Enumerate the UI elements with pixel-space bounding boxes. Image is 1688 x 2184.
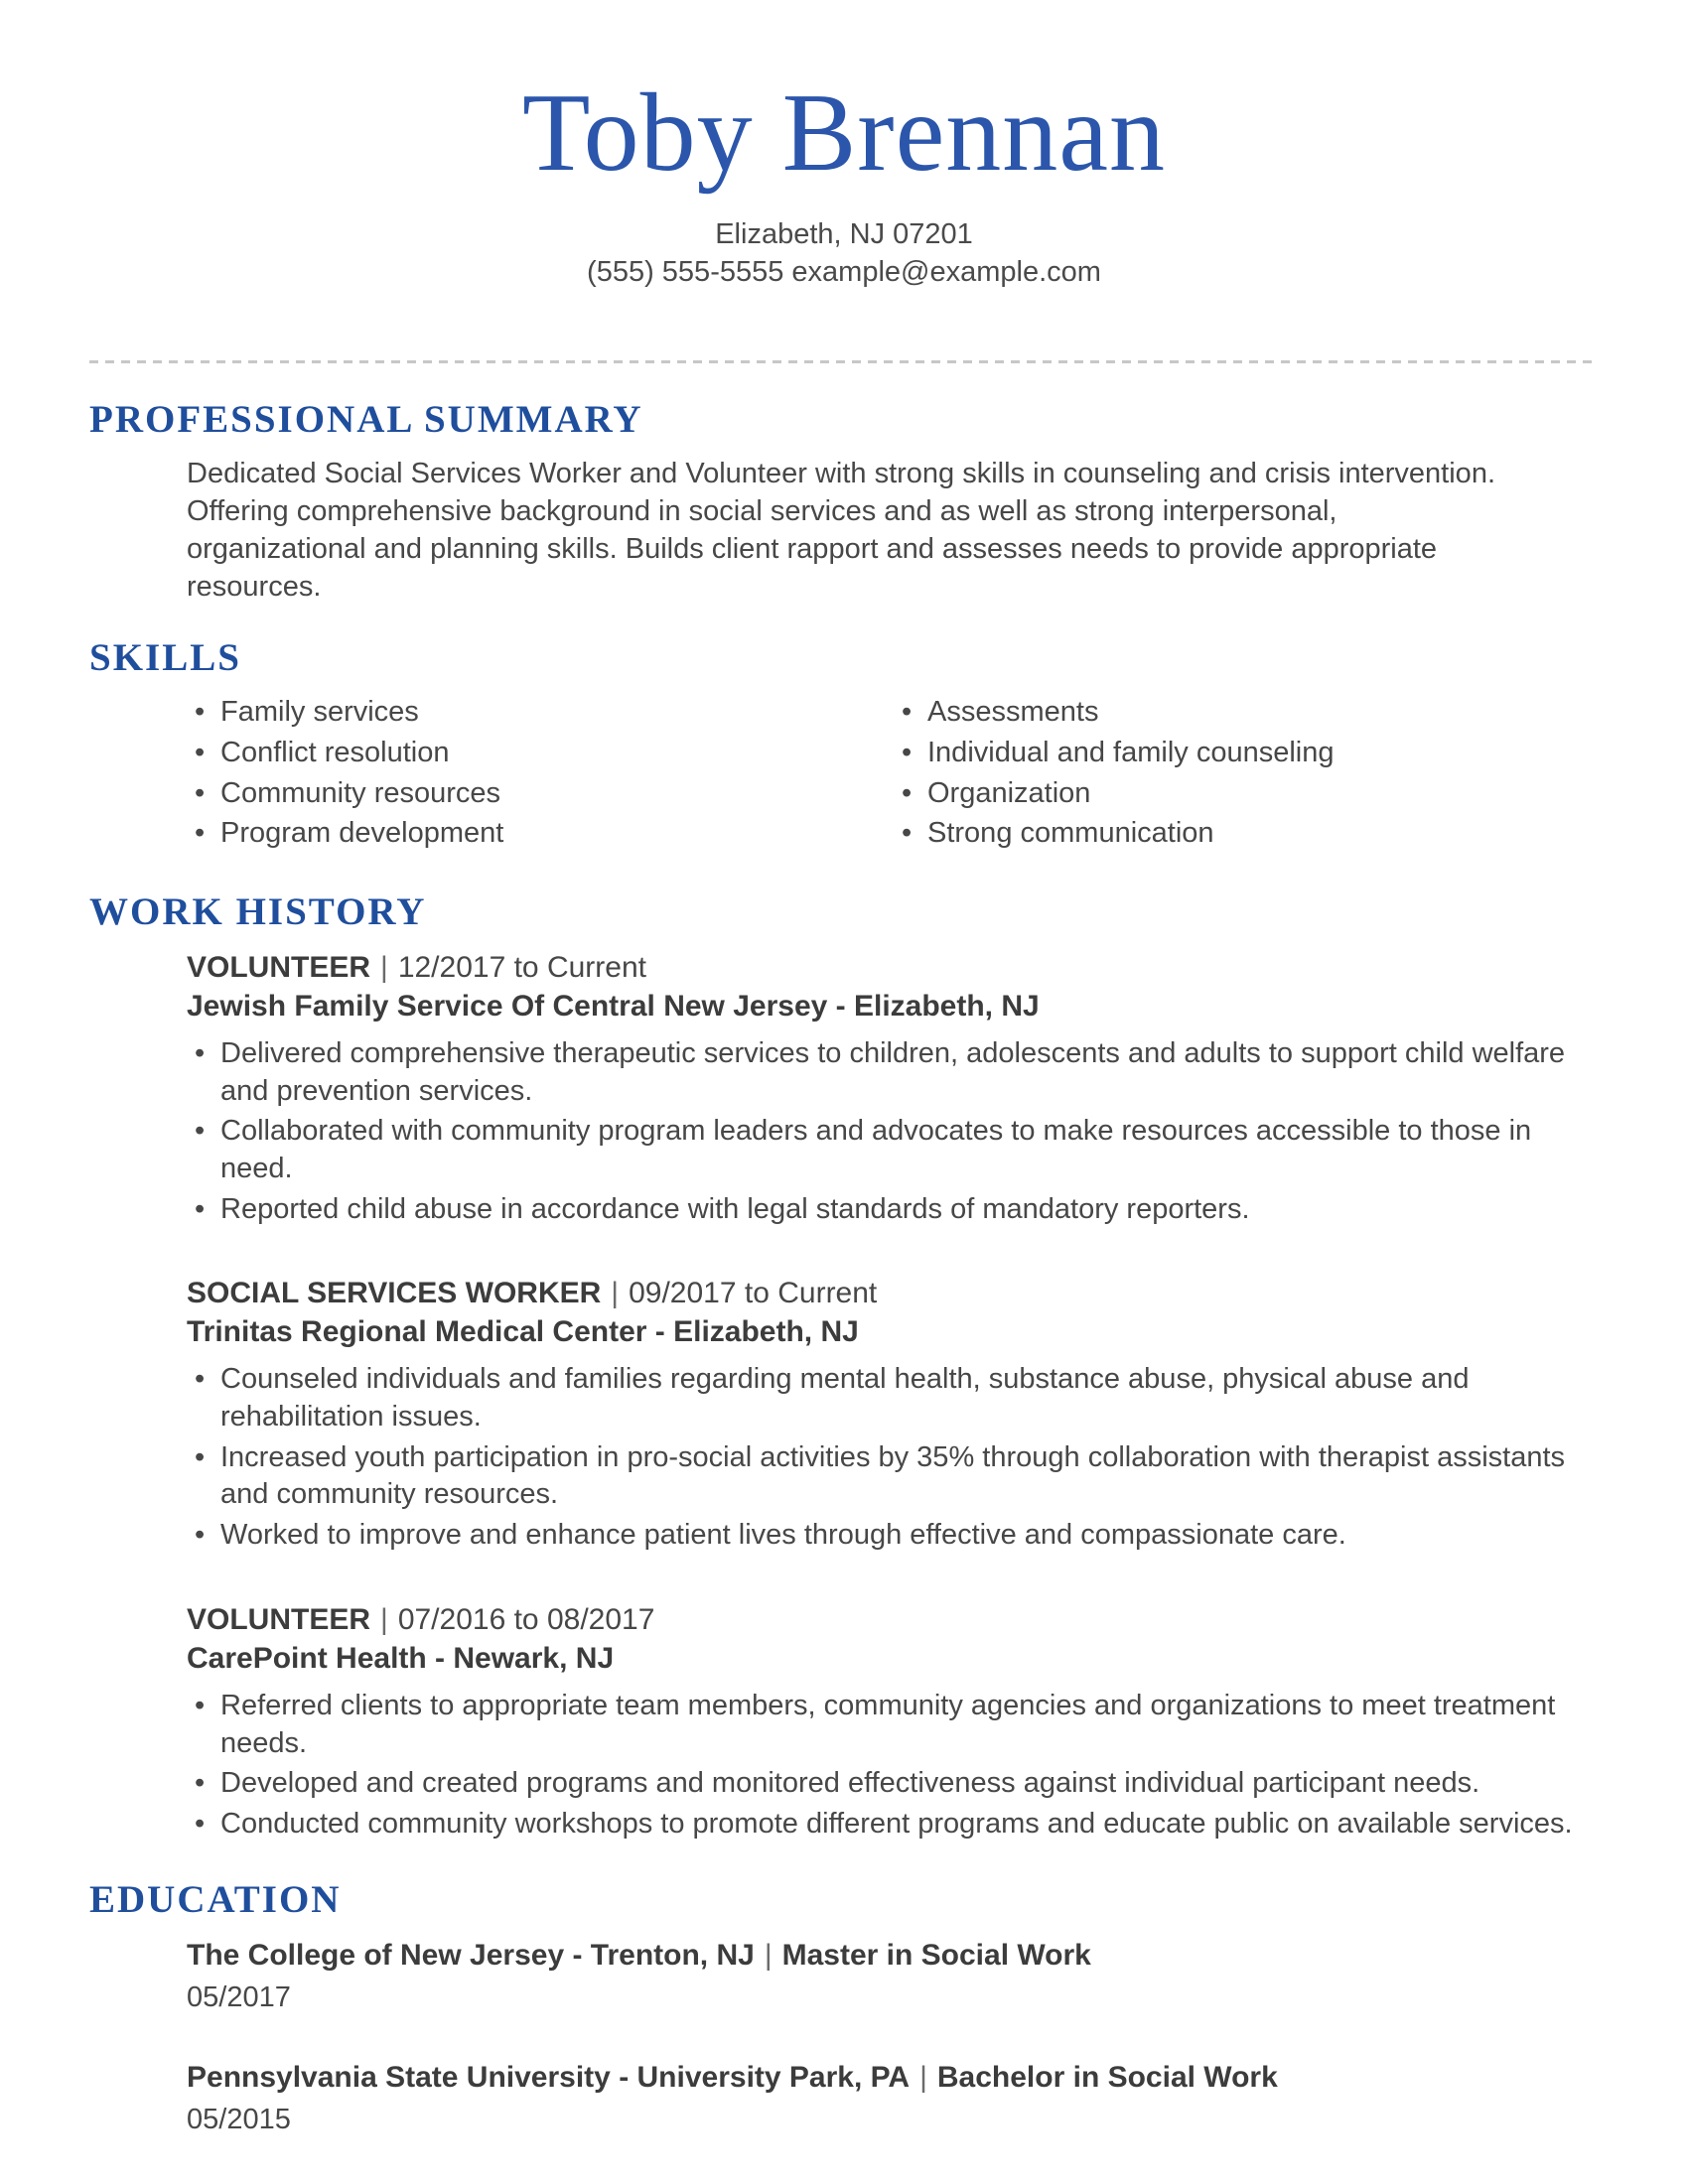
- degree-name: Bachelor in Social Work: [936, 2061, 1278, 2095]
- work-history-heading: WORK HISTORY: [89, 889, 427, 933]
- section-professional-summary: [89, 397, 1599, 606]
- job-dates: 12/2017 to Current: [397, 950, 646, 984]
- job-dates: 09/2017 to Current: [629, 1277, 878, 1310]
- skill-item: • Individual and family counseling: [894, 735, 1334, 772]
- school-name: Pennsylvania State University - University Park, PA: [187, 2061, 911, 2095]
- dashed-divider: [89, 360, 1599, 363]
- education-heading: EDUCATION: [89, 1877, 342, 1921]
- job-bullet-list: [187, 1035, 1599, 1228]
- skill-item: • Strong communication: [894, 815, 1334, 853]
- education-entry: [187, 2058, 1599, 2139]
- graduation-date: 05/2017: [187, 1980, 291, 2013]
- education-line: [187, 2058, 1599, 2097]
- skills-list-right: [894, 694, 1334, 856]
- resume-header: [89, 73, 1599, 291]
- skill-item: • Family services: [187, 694, 894, 732]
- summary-text: Dedicated Social Services Worker and Volunteer with strong skills in counseling and crisis intervention. Offering comprehensive background in social services and as well as strong interpersonal, organizational and planning skills. Builds client rapport and assesses needs to provide appropriate resources.: [187, 458, 1495, 603]
- separator: |: [380, 950, 388, 984]
- job-title: VOLUNTEER: [187, 1602, 371, 1636]
- job-bullet: • Reported child abuse in accordance with legal standards of mandatory reporters.: [187, 1191, 1599, 1229]
- separator: |: [764, 1938, 773, 1972]
- job-entry: [187, 1600, 1599, 1843]
- job-entry: [187, 1274, 1599, 1554]
- skill-item: • Community resources: [187, 775, 894, 813]
- job-title-line: [187, 948, 1599, 987]
- job-bullet: • Delivered comprehensive therapeutic services to children, adolescents and adults to support child welfare and prevention services.: [187, 1035, 1599, 1110]
- school-name: The College of New Jersey - Trenton, NJ: [187, 1938, 755, 1972]
- location-line: Elizabeth, NJ 07201: [715, 217, 973, 250]
- job-entry: [187, 948, 1599, 1228]
- skills-heading: SKILLS: [89, 636, 241, 680]
- job-dates: 07/2016 to 08/2017: [397, 1602, 655, 1636]
- separator: |: [919, 2061, 927, 2095]
- job-bullet-list: [187, 1361, 1599, 1554]
- job-company: Trinitas Regional Medical Center - Elizabeth, NJ: [187, 1315, 859, 1349]
- job-bullet: • Increased youth participation in pro-social activities by 35% through collaboration with therapist assistants and community resources.: [187, 1439, 1599, 1514]
- contact-block: [89, 215, 1599, 292]
- skill-item: • Program development: [187, 815, 894, 853]
- job-title: SOCIAL SERVICES WORKER: [187, 1277, 602, 1310]
- job-bullet: • Collaborated with community program leaders and advocates to make resources accessible to those in need.: [187, 1113, 1599, 1187]
- skills-list-left: [187, 694, 894, 856]
- skill-item: • Conflict resolution: [187, 735, 894, 772]
- skill-item: • Assessments: [894, 694, 1334, 732]
- skill-item: • Organization: [894, 775, 1334, 813]
- job-bullet: • Worked to improve and enhance patient lives through effective and compassionate care.: [187, 1517, 1599, 1555]
- job-bullet: • Counseled individuals and families regarding mental health, substance abuse, physical abuse and rehabilitation issues.: [187, 1361, 1599, 1435]
- job-bullet: • Conducted community workshops to promote different programs and educate public on available services.: [187, 1806, 1599, 1843]
- job-title: VOLUNTEER: [187, 950, 371, 984]
- job-bullet: • Referred clients to appropriate team members, community agencies and organizations to meet treatment needs.: [187, 1688, 1599, 1762]
- summary-heading: PROFESSIONAL SUMMARY: [89, 398, 643, 442]
- graduation-date: 05/2015: [187, 2104, 291, 2136]
- candidate-name: Toby Brennan: [521, 71, 1166, 195]
- education-entry: [187, 1936, 1599, 2017]
- job-company: Jewish Family Service Of Central New Jersey - Elizabeth, NJ: [187, 989, 1040, 1023]
- job-title-line: [187, 1274, 1599, 1312]
- job-bullet-list: [187, 1688, 1599, 1843]
- section-work-history: [89, 889, 1599, 1843]
- separator: |: [380, 1602, 388, 1636]
- degree-name: Master in Social Work: [781, 1938, 1091, 1972]
- job-title-line: [187, 1600, 1599, 1639]
- education-line: [187, 1936, 1599, 1975]
- separator: |: [611, 1277, 620, 1310]
- section-skills: [89, 635, 1599, 856]
- job-company: CarePoint Health - Newark, NJ: [187, 1641, 615, 1675]
- phone-email-line: (555) 555-5555 example@example.com: [587, 256, 1101, 289]
- section-education: [89, 1877, 1599, 2139]
- skills-columns: [187, 694, 1599, 856]
- job-bullet: • Developed and created programs and monitored effectiveness against individual participant needs.: [187, 1765, 1599, 1803]
